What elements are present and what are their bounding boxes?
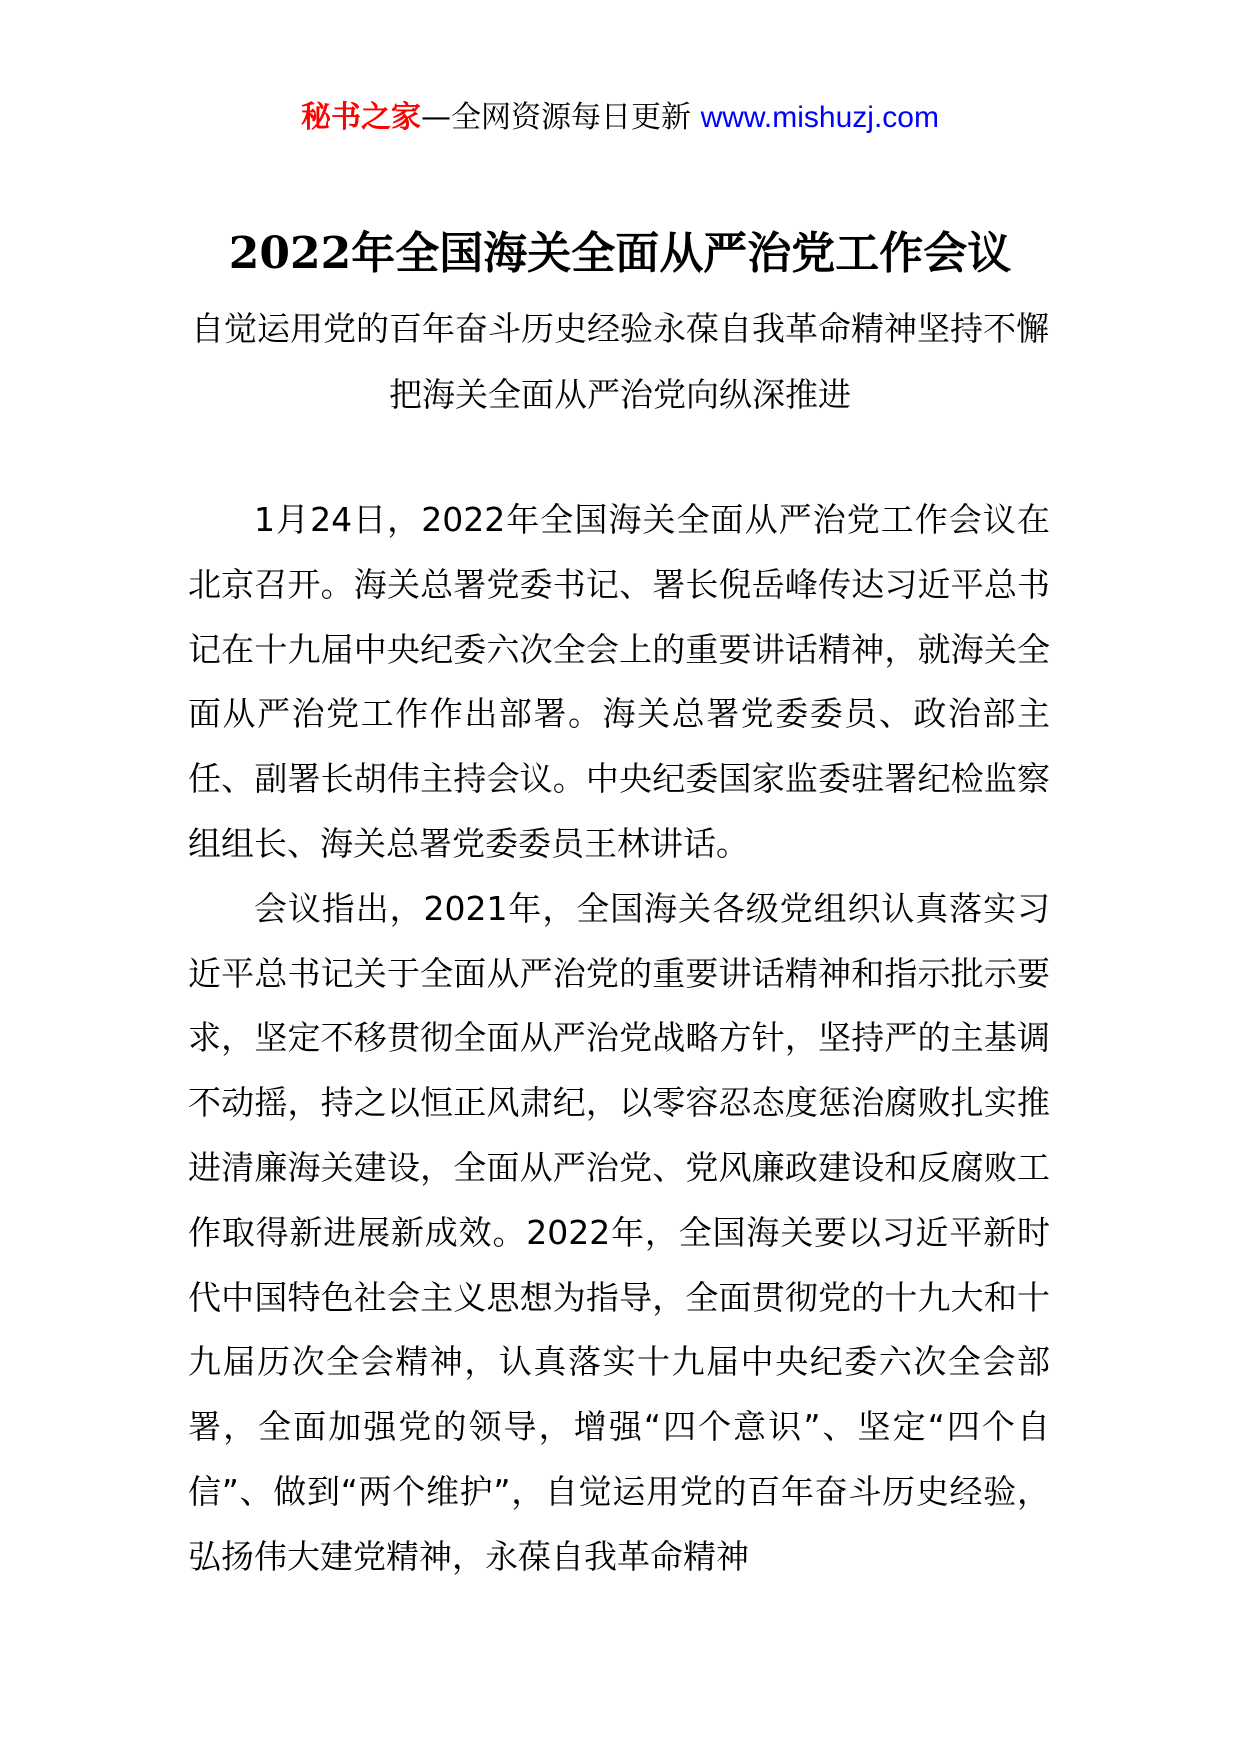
site-brand: 秘书之家 (301, 100, 422, 135)
document-title: 2022年全国海关全面从严治党工作会议 (228, 228, 1012, 279)
body-paragraph-2: 会议指出，2021年，全国海关各级党组织认真落实习近平总书记关于全面从严治党的重要讲话精神和指示批示要求，坚定不移贯彻全面从严治党战略方针，坚持严的主基调不动摇，持之以恒正风肃纪，以零容忍态度惩治腐败扎实推进清廉海关建设，全面从严治党、党风廉政建设和反腐败工作取得新进展新成效。2022年，全国海关要以习近平新时代中国特色社会主义思想为指导，全面贯彻党的十九大和十九届历次全会精神，认真落实十九届中央纪委六次全会部署，全面加强党的领导，增强“四个意识”、坚定“四个自信”、做到“两个维护”，自觉运用党的百年奋斗历史经验，弘扬伟大建党精神，永葆自我革命精神 (188, 888, 1050, 1576)
body-paragraph-1: 1月24日，2022年全国海关全面从严治党工作会议在北京召开。海关总署党委书记、署长倪岳峰传达习近平总书记在十九届中央纪委六次全会上的重要讲话精神，就海关全面从严治党工作作出部署。海关总署党委委员、政治部主任、副署长胡伟主持会议。中央纪委国家监委驻署纪检监察组组长、海关总署党委委员王林讲话。 (188, 500, 1050, 863)
document-subtitle: 自觉运用党的百年奋斗历史经验永葆自我革命精神坚持不懈把海关全面从严治党向纵深推进 (191, 309, 1049, 414)
document-body (188, 488, 1050, 1590)
site-tagline: —全网资源每日更新 (421, 100, 701, 135)
site-header (0, 98, 1240, 138)
site-url-link[interactable]: www.mishuzj.com (700, 101, 939, 134)
